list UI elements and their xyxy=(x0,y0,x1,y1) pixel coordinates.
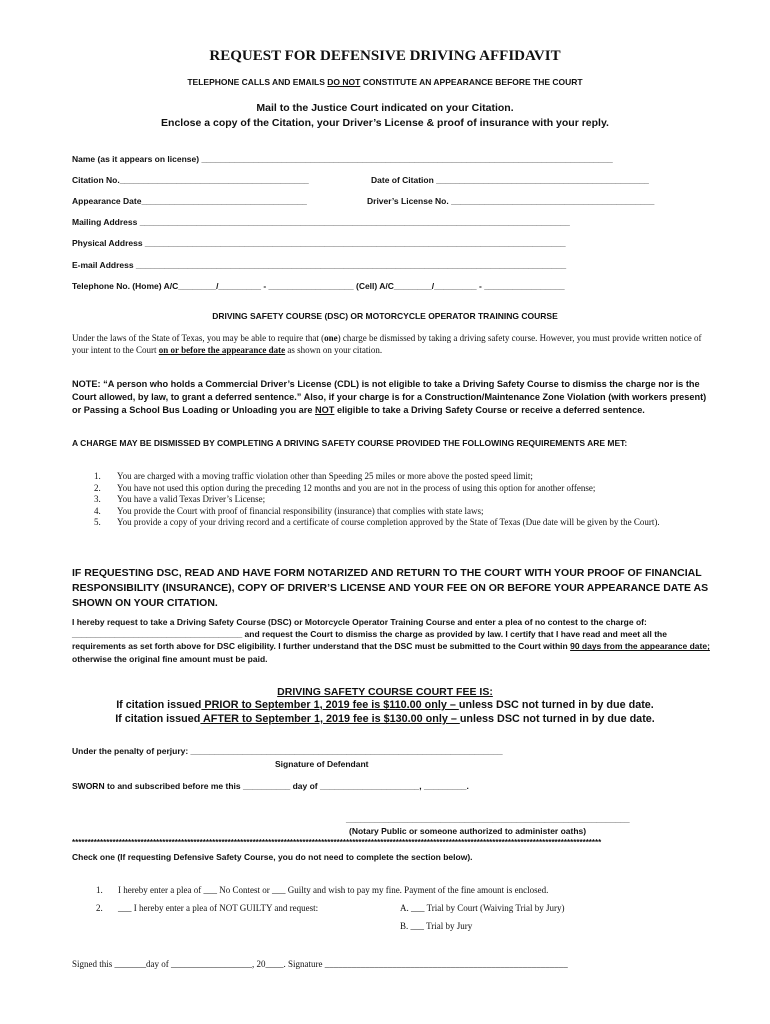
requirements-heading: A CHARGE MAY BE DISMISSED BY COMPLETING A DRIVING SAFETY COURSE PROVIDED THE FOLLOWING REQUIREMENTS ARE MET: xyxy=(72,438,628,448)
intro-text-c: as shown on your citation. xyxy=(285,344,383,355)
notary-signature-line[interactable]: ____________________________________________________________ xyxy=(346,814,630,824)
note-not: NOT xyxy=(315,405,335,415)
fee-heading: DRIVING SAFETY COURSE COURT FEE IS: xyxy=(277,686,493,698)
list-number: 4. xyxy=(94,505,101,516)
list-number: 2. xyxy=(94,482,101,493)
list-text: You have a valid Texas Driver’s License; xyxy=(117,494,266,504)
dsc-request xyxy=(72,616,712,665)
request-deadline: 90 days from the appearance date; xyxy=(570,641,710,652)
telephone-field[interactable]: Telephone No. (Home) A/C________/_________ - __________________ (Cell) A/C________/_________ - _________________ xyxy=(72,281,565,291)
trial-by-court-option[interactable]: A. ___ Trial by Court (Waiving Trial by Jury) xyxy=(400,903,565,913)
notarize-instruction: IF REQUESTING DSC, READ AND HAVE FORM NOTARIZED AND RETURN TO THE COURT WITH YOUR PROOF OF FINANCIAL RESPONSIBILITY (INSURANCE), COPY OF DRIVER’S LICENSE AND YOUR FEE ON OR BEFORE YOUR APPEARANCE DATE AS SHOWN ON YOUR CITATION. xyxy=(72,567,709,609)
list-text: You are charged with a moving traffic violation other than Speeding 25 miles or more above the posted speed limit; xyxy=(117,471,533,481)
trial-by-jury-option[interactable]: B. ___ Trial by Jury xyxy=(400,921,473,931)
section-divider: ************************************************************************************************************************************************************************** xyxy=(72,838,602,847)
list-text: You have not used this option during the preceding 12 months and you are not in the process of using this option for another offense; xyxy=(117,482,596,493)
list-number: 3. xyxy=(94,494,101,504)
plea-option-2[interactable]: ___ I hereby enter a plea of NOT GUILTY and request: xyxy=(118,903,319,913)
notary-label: (Notary Public or someone authorized to administer oaths) xyxy=(349,826,587,836)
check-one-instruction: Check one (If requesting Defensive Safety Course, you do not need to complete the section below). xyxy=(72,852,473,862)
fee-prior-post: unless DSC not turned in by due date. xyxy=(458,699,654,711)
fee-after-pre: If citation issued xyxy=(115,713,201,725)
intro-text-a: Under the laws of the State of Texas, you may be able to require that ( xyxy=(72,333,325,343)
notice-do-not: DO NOT xyxy=(327,77,361,87)
citation-number-field[interactable]: Citation No.________________________________________ xyxy=(72,175,309,185)
drivers-license-field[interactable]: Driver’s License No. ___________________________________________ xyxy=(367,196,655,206)
list-number: 5. xyxy=(94,517,101,527)
list-item xyxy=(72,494,712,506)
list-item xyxy=(72,506,712,518)
perjury-signature-line[interactable]: Under the penalty of perjury: __________________________________________________________________ xyxy=(72,746,503,756)
citation-date-field[interactable]: Date of Citation _____________________________________________ xyxy=(371,175,649,185)
intro-one: one xyxy=(324,333,338,343)
list-item xyxy=(72,483,712,495)
dsc-intro xyxy=(72,333,712,356)
plea-option-1-number: 1. xyxy=(96,885,103,895)
intro-deadline: on or before the appearance date xyxy=(158,344,286,355)
fee-after xyxy=(0,713,770,725)
notice-text-post: CONSTITUTE AN APPEARANCE BEFORE THE COURT xyxy=(360,77,583,87)
list-text: You provide the Court with proof of financial responsibility (insurance) that complies with state laws; xyxy=(117,505,484,516)
requirements-list xyxy=(72,471,712,529)
signed-line[interactable]: Signed this _______day of __________________, 20____. Signature ______________________________________________________ xyxy=(72,959,568,969)
request-text-b: otherwise the original fine amount must be paid. xyxy=(72,653,268,664)
mailing-address-field[interactable]: Mailing Address ___________________________________________________________________________________________ xyxy=(72,217,570,227)
appearance-notice xyxy=(0,77,770,87)
mail-instruction: Mail to the Justice Court indicated on your Citation. xyxy=(256,102,514,114)
list-text: You provide a copy of your driving record and a certificate of course completion approved by the State of Texas (Due date will be given by the Court). xyxy=(117,517,660,527)
appearance-date-field[interactable]: Appearance Date___________________________________ xyxy=(72,196,307,206)
fee-after-amount: AFTER to September 1, 2019 fee is $130.00 only – xyxy=(200,713,460,725)
fee-prior-pre: If citation issued xyxy=(116,699,202,711)
request-text-a: I hereby request to take a Driving Safety Course (DSC) or Motorcycle Operator Training Course and enter a plea of no contest to the charge of: ____________________________________ and request the Court to dismiss the charge as provided by law. I certify that I have read and meet all the requirements as set forth above for DSC eligibility. I further understand that the DSC must be submitted to the Court within xyxy=(72,617,667,652)
note-text-a: NOTE: “A person who holds a Commercial Driver’s License (CDL) is not eligible to take a Driving Safety Course to dismiss the charge nor is the Court allowed, by law, to grant a deferred sentence.” Also, if your charge is for a Construction/Maintenance Zone Violation (with workers present) or Passing a School Bus Loading or Unloading you are xyxy=(72,379,707,415)
dsc-heading: DRIVING SAFETY COURSE (DSC) OR MOTORCYCLE OPERATOR TRAINING COURSE xyxy=(212,311,558,321)
intro-text-b: ) charge be dismissed by taking a driving safety course. However, you must provide written notice of your intent to the Court xyxy=(72,333,702,355)
fee-after-post: unless DSC not turned in by due date. xyxy=(459,713,655,725)
sworn-line[interactable]: SWORN to and subscribed before me this __________ day of _____________________, _________. xyxy=(72,781,469,791)
physical-address-field[interactable]: Physical Address _________________________________________________________________________________________ xyxy=(72,238,566,248)
list-number: 1. xyxy=(94,471,101,481)
list-item xyxy=(72,471,712,483)
email-field[interactable]: E-mail Address ___________________________________________________________________________________________ xyxy=(72,260,567,270)
plea-option-1[interactable]: I hereby enter a plea of ___ No Contest or ___ Guilty and wish to pay my fine. Payment of the fine amount is enclosed. xyxy=(118,885,549,895)
notice-text-pre: TELEPHONE CALLS AND EMAILS xyxy=(187,77,328,87)
cdl-note xyxy=(72,378,712,417)
note-text-b: eligible to take a Driving Safety Course or receive a deferred sentence. xyxy=(334,405,645,415)
list-item xyxy=(72,517,712,529)
enclose-instruction: Enclose a copy of the Citation, your Driver’s License & proof of insurance with your reply. xyxy=(161,117,609,129)
name-field[interactable]: Name (as it appears on license) _______________________________________________________________________________________ xyxy=(72,154,613,164)
fee-prior xyxy=(0,699,770,711)
page-title: REQUEST FOR DEFENSIVE DRIVING AFFIDAVIT xyxy=(209,48,561,64)
fee-prior-amount: PRIOR to September 1, 2019 fee is $110.00 only – xyxy=(201,699,459,711)
signature-label: Signature of Defendant xyxy=(275,759,369,769)
plea-option-2-number: 2. xyxy=(96,903,103,913)
